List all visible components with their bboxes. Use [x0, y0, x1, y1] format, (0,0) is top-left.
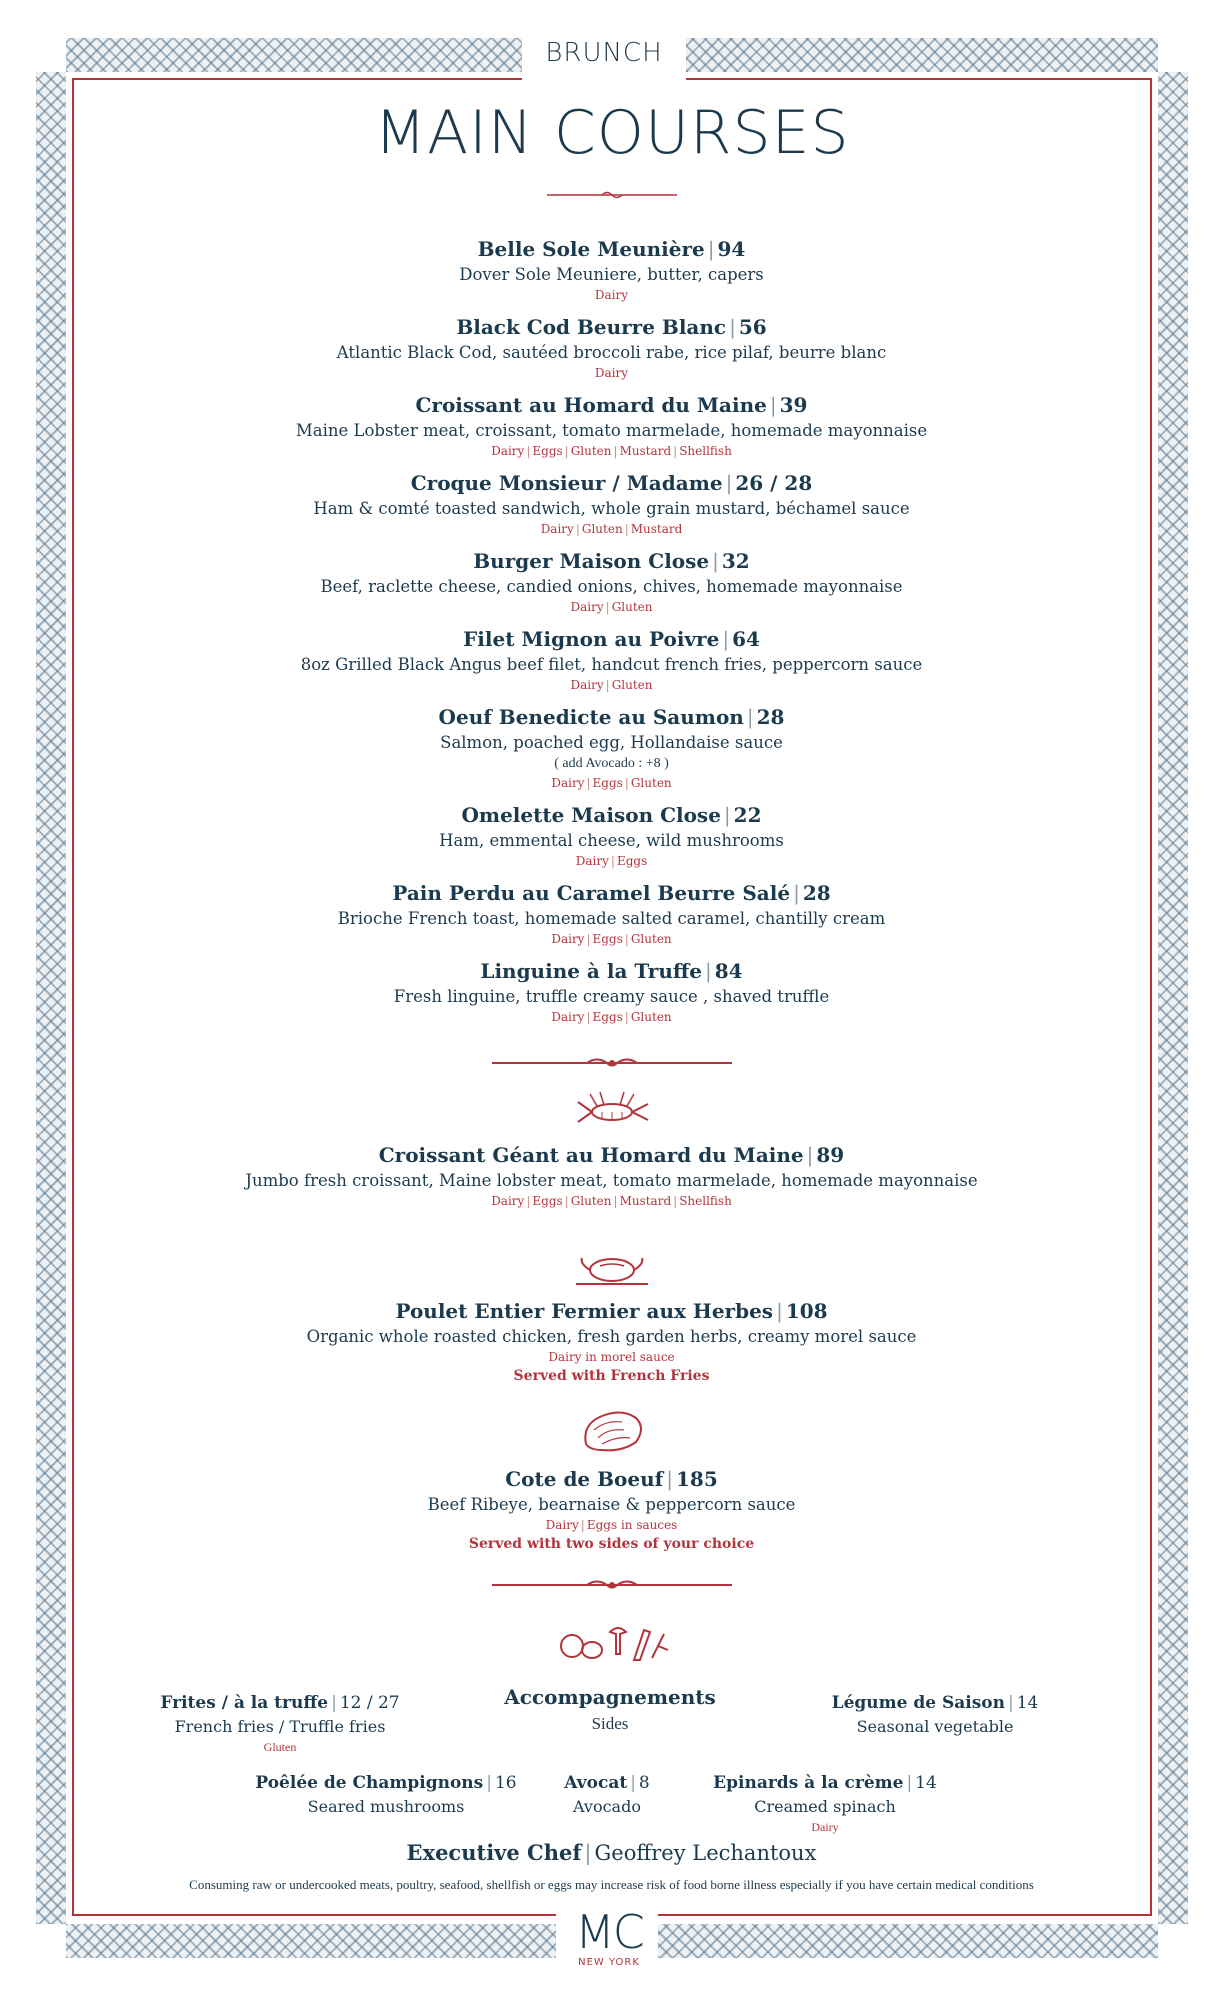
allergen-list: Dairy | Eggs	[575, 854, 648, 868]
allergen-tag: Eggs	[532, 444, 563, 458]
side-name: Epinards à la crème	[713, 1773, 904, 1793]
menu-section-label: BRUNCH	[545, 38, 663, 68]
dish-list	[100, 234, 1123, 1034]
allergen-tag: Gluten	[630, 1010, 672, 1024]
dish-description: Jumbo fresh croissant, Maine lobster meat, tomato marmelade, homemade mayonnaise	[245, 1171, 978, 1190]
allergen-tag: Dairy	[491, 444, 525, 458]
chef-name: Geoffrey Lechantoux	[594, 1841, 817, 1865]
dish-item: Croissant au Homard du Maine | 39 Maine Lobster meat, croissant, tomato marmelade, homemade mayonnaise Dairy | Eggs | Gluten | Mustard | Shellfish	[100, 390, 1123, 460]
logo-mark: MC	[575, 1905, 643, 1959]
allergen-list	[100, 364, 1123, 382]
chef-label: Executive Chef	[406, 1840, 582, 1865]
dish-description: 8oz Grilled Black Angus beef filet, handcut french fries, peppercorn sauce	[300, 655, 923, 674]
sides-title: Accompagnements	[504, 1685, 716, 1709]
allergen-tag: Gluten	[570, 1194, 612, 1208]
red-frame-line	[72, 1914, 556, 1916]
dish-item: Linguine à la Truffe | 84 Fresh linguine, truffle creamy sauce , shaved truffle Dairy | Eggs | Gluten	[100, 956, 1123, 1026]
feature-beef: Cote de Boeuf | 185 Beef Ribeye, bearnaise & peppercorn sauce Dairy | Eggs in sauces Served with two sides of your choice	[100, 1404, 1123, 1562]
dish-name: Croissant au Homard du Maine	[415, 393, 767, 417]
dish-description: Atlantic Black Cod, sautéed broccoli rabe, rice pilaf, beurre blanc	[336, 343, 887, 362]
allergen-list: Dairy | Eggs in sauces	[545, 1518, 678, 1532]
dish-price: 28	[756, 705, 785, 729]
roast-chicken-icon	[100, 1250, 1123, 1290]
side-description: Seasonal vegetable	[856, 1717, 1014, 1736]
allergen-list: Dairy | Eggs | Gluten	[551, 1010, 672, 1024]
dish-description: Dover Sole Meuniere, butter, capers	[459, 265, 764, 284]
dish-item: Omelette Maison Close | 22 Ham, emmental cheese, wild mushrooms Dairy | Eggs	[100, 800, 1123, 870]
dish-description: Ham & comté toasted sandwich, whole grain mustard, béchamel sauce	[313, 499, 910, 518]
allergen-tag: Eggs in sauces	[586, 1518, 678, 1532]
allergen-list: Dairy | Eggs | Gluten | Mustard | Shellfish	[491, 444, 732, 458]
executive-chef: Executive Chef | Geoffrey Lechantoux	[406, 1840, 817, 1865]
ornamental-border-bottom-left	[66, 1924, 556, 1958]
allergen-tag: Shellfish	[679, 1194, 732, 1208]
allergen-tag: Mustard	[619, 1194, 672, 1208]
served-with: Served with French Fries	[513, 1368, 710, 1384]
allergen-list: Dairy | Gluten | Mustard	[540, 522, 683, 536]
allergen-tag: Dairy	[551, 776, 585, 790]
dish-item: Filet Mignon au Poivre | 64 8oz Grilled Black Angus beef filet, handcut french fries, peppercorn sauce Dairy | Gluten	[100, 624, 1123, 694]
health-disclaimer: Consuming raw or undercooked meats, poultry, seafood, shellfish or eggs may increase risk of food borne illness especially if you have certain medical conditions	[189, 1877, 1034, 1892]
side-allergens: Gluten	[263, 1740, 297, 1754]
side-description: Avocado	[573, 1797, 641, 1816]
allergen-tag: Dairy	[491, 1194, 525, 1208]
dish-price: 22	[733, 803, 762, 827]
restaurant-logo	[560, 1905, 658, 1978]
dish-name: Omelette Maison Close	[461, 803, 721, 827]
dish-name: Pain Perdu au Caramel Beurre Salé	[392, 881, 791, 905]
dish-name: Cote de Boeuf	[505, 1467, 664, 1491]
side-champignons: Poêlée de Champignons | 16 Seared mushrooms	[236, 1770, 536, 1818]
allergen-tag: Eggs	[592, 776, 623, 790]
side-name: Poêlée de Champignons	[255, 1773, 484, 1793]
dish-description: Beef Ribeye, bearnaise & peppercorn sauce	[427, 1495, 796, 1514]
lobster-icon	[100, 1084, 1123, 1134]
allergen-tag: Dairy	[594, 366, 629, 380]
dish-item: Belle Sole Meunière | 94 Dover Sole Meuniere, butter, capers Dairy	[100, 234, 1123, 304]
allergen-list: Dairy | Eggs | Gluten	[551, 932, 672, 946]
dish-price: 28	[802, 881, 831, 905]
allergen-tag: Gluten	[581, 522, 623, 536]
dish-item: Burger Maison Close | 32 Beef, raclette cheese, candied onions, chives, homemade mayonnaise Dairy | Gluten	[100, 546, 1123, 616]
allergen-list	[100, 286, 1123, 304]
dish-description: Ham, emmental cheese, wild mushrooms	[439, 831, 784, 850]
dish-description: Organic whole roasted chicken, fresh garden herbs, creamy morel sauce	[306, 1327, 917, 1346]
sides-section	[450, 1682, 770, 1736]
dish-item: Pain Perdu au Caramel Beurre Salé | 28 Brioche French toast, homemade salted caramel, chantilly cream Dairy | Eggs | Gluten	[100, 878, 1123, 948]
served-with: Served with two sides of your choice	[468, 1536, 755, 1552]
allergen-list: Dairy | Gluten	[570, 678, 653, 692]
page-title: MAIN COURSES	[374, 98, 850, 168]
side-name: Légume de Saison	[831, 1693, 1005, 1713]
allergen-list: Dairy | Gluten	[570, 600, 653, 614]
side-price: 12 / 27	[339, 1693, 400, 1713]
dish-name: Burger Maison Close	[473, 549, 710, 573]
dish-price: 89	[816, 1143, 845, 1167]
allergen-tag: Eggs	[616, 854, 648, 868]
allergen-text: Dairy in morel sauce	[548, 1350, 675, 1364]
side-price: 16	[494, 1773, 517, 1793]
side-description: Seared mushrooms	[307, 1797, 465, 1816]
allergen-tag: Dairy	[540, 522, 574, 536]
allergen-list: Dairy | Eggs | Gluten | Mustard | Shellfish	[491, 1194, 732, 1208]
side-price: 14	[1016, 1693, 1039, 1713]
ornamental-border-top-right	[686, 38, 1158, 72]
ornament-divider	[0, 1578, 1223, 1592]
red-frame-line	[72, 78, 522, 80]
side-frites: Frites / à la truffe | 12 / 27 French fries / Truffle fries Gluten	[140, 1690, 420, 1756]
dish-price: 108	[785, 1299, 828, 1323]
dish-price: 32	[721, 549, 750, 573]
dish-name: Oeuf Benedicte au Saumon	[438, 705, 744, 729]
allergen-tag: Dairy	[570, 600, 604, 614]
vegetables-icon	[0, 1620, 1223, 1664]
dish-description: Fresh linguine, truffle creamy sauce , shaved truffle	[393, 987, 830, 1006]
logo-location: NEW YORK	[578, 1957, 640, 1968]
ornamental-border-bottom-right	[658, 1924, 1158, 1958]
allergen-tag: Eggs	[592, 932, 623, 946]
allergen-tag: Gluten	[611, 600, 653, 614]
dish-price: 185	[675, 1467, 718, 1491]
allergen-list: Dairy | Eggs | Gluten	[551, 776, 672, 790]
allergen-tag: Dairy	[575, 854, 609, 868]
dish-item: Black Cod Beurre Blanc | 56 Atlantic Black Cod, sautéed broccoli rabe, rice pilaf, beurre blanc Dairy	[100, 312, 1123, 382]
allergen-tag: Dairy	[570, 678, 604, 692]
dish-item: Croque Monsieur / Madame | 26 / 28 Ham & comté toasted sandwich, whole grain mustard, béchamel sauce Dairy | Gluten | Mustard	[100, 468, 1123, 538]
dish-description: Brioche French toast, homemade salted caramel, chantilly cream	[337, 909, 886, 928]
dish-item: Oeuf Benedicte au Saumon | 28 Salmon, poached egg, Hollandaise sauce ( add Avocado : +8 ) Dairy | Eggs | Gluten	[100, 702, 1123, 792]
allergen-tag: Shellfish	[679, 444, 732, 458]
allergen-tag: Gluten	[630, 932, 672, 946]
allergen-tag: Dairy	[545, 1518, 579, 1532]
ornament-divider	[0, 1056, 1223, 1070]
dish-description: Beef, raclette cheese, candied onions, chives, homemade mayonnaise	[320, 577, 903, 596]
dish-price: 94	[717, 237, 746, 261]
side-name: Frites / à la truffe	[160, 1693, 329, 1713]
dish-price: 84	[714, 959, 743, 983]
allergen-tag: Mustard	[630, 522, 683, 536]
side-allergens: Dairy	[811, 1820, 839, 1834]
dish-name: Belle Sole Meunière	[477, 237, 705, 261]
allergen-tag: Mustard	[619, 444, 672, 458]
dish-note: ( add Avocado : +8 )	[554, 756, 669, 771]
side-avocat: Avocat | 8 Avocado	[548, 1770, 666, 1818]
side-name: Avocat	[564, 1773, 628, 1793]
dish-name: Filet Mignon au Poivre	[463, 627, 720, 651]
dish-price: 56	[738, 315, 767, 339]
allergen-tag: Gluten	[611, 678, 653, 692]
sides-subtitle: Sides	[591, 1714, 629, 1733]
feature-lobster: Croissant Géant au Homard du Maine | 89 Jumbo fresh croissant, Maine lobster meat, tomato marmelade, homemade mayonnaise Dairy | Eggs | Gluten | Mustard | Shellfish	[100, 1084, 1123, 1218]
allergen-tag: Eggs	[532, 1194, 563, 1208]
dish-name: Linguine à la Truffe	[480, 959, 703, 983]
ornament-divider	[0, 190, 1223, 200]
dish-name: Poulet Entier Fermier aux Herbes	[395, 1299, 774, 1323]
beef-icon	[100, 1404, 1123, 1458]
allergen-tag: Dairy	[594, 288, 629, 302]
side-price: 14	[915, 1773, 937, 1793]
side-epinards: Epinards à la crème | 14 Creamed spinach Dairy	[690, 1770, 960, 1836]
dish-name: Croissant Géant au Homard du Maine	[378, 1143, 804, 1167]
side-description: French fries / Truffle fries	[174, 1717, 386, 1736]
dish-description: Salmon, poached egg, Hollandaise sauce	[440, 733, 783, 752]
dish-price: 64	[732, 627, 760, 651]
dish-name: Croque Monsieur / Madame	[410, 471, 723, 495]
dish-name: Black Cod Beurre Blanc	[456, 315, 727, 339]
allergen-tag: Dairy	[551, 1010, 585, 1024]
dish-description: Maine Lobster meat, croissant, tomato marmelade, homemade mayonnaise	[295, 421, 928, 440]
dish-price: 39	[779, 393, 808, 417]
allergen-tag: Dairy	[551, 932, 585, 946]
allergen-tag: Gluten	[630, 776, 672, 790]
feature-chicken: Poulet Entier Fermier aux Herbes | 108 Organic whole roasted chicken, fresh garden herbs, creamy morel sauce Dairy in morel sauce Served with French Fries	[100, 1250, 1123, 1394]
allergen-tag: Gluten	[570, 444, 612, 458]
red-frame-line	[658, 1914, 1152, 1916]
ornamental-border-top-left	[66, 38, 522, 72]
side-legume: Légume de Saison | 14 Seasonal vegetable	[800, 1690, 1070, 1738]
dish-price: 26 / 28	[735, 471, 813, 495]
allergen-tag: Eggs	[592, 1010, 623, 1024]
red-frame-line	[686, 78, 1152, 80]
side-price: 8	[638, 1773, 650, 1793]
side-description: Creamed spinach	[754, 1797, 896, 1816]
